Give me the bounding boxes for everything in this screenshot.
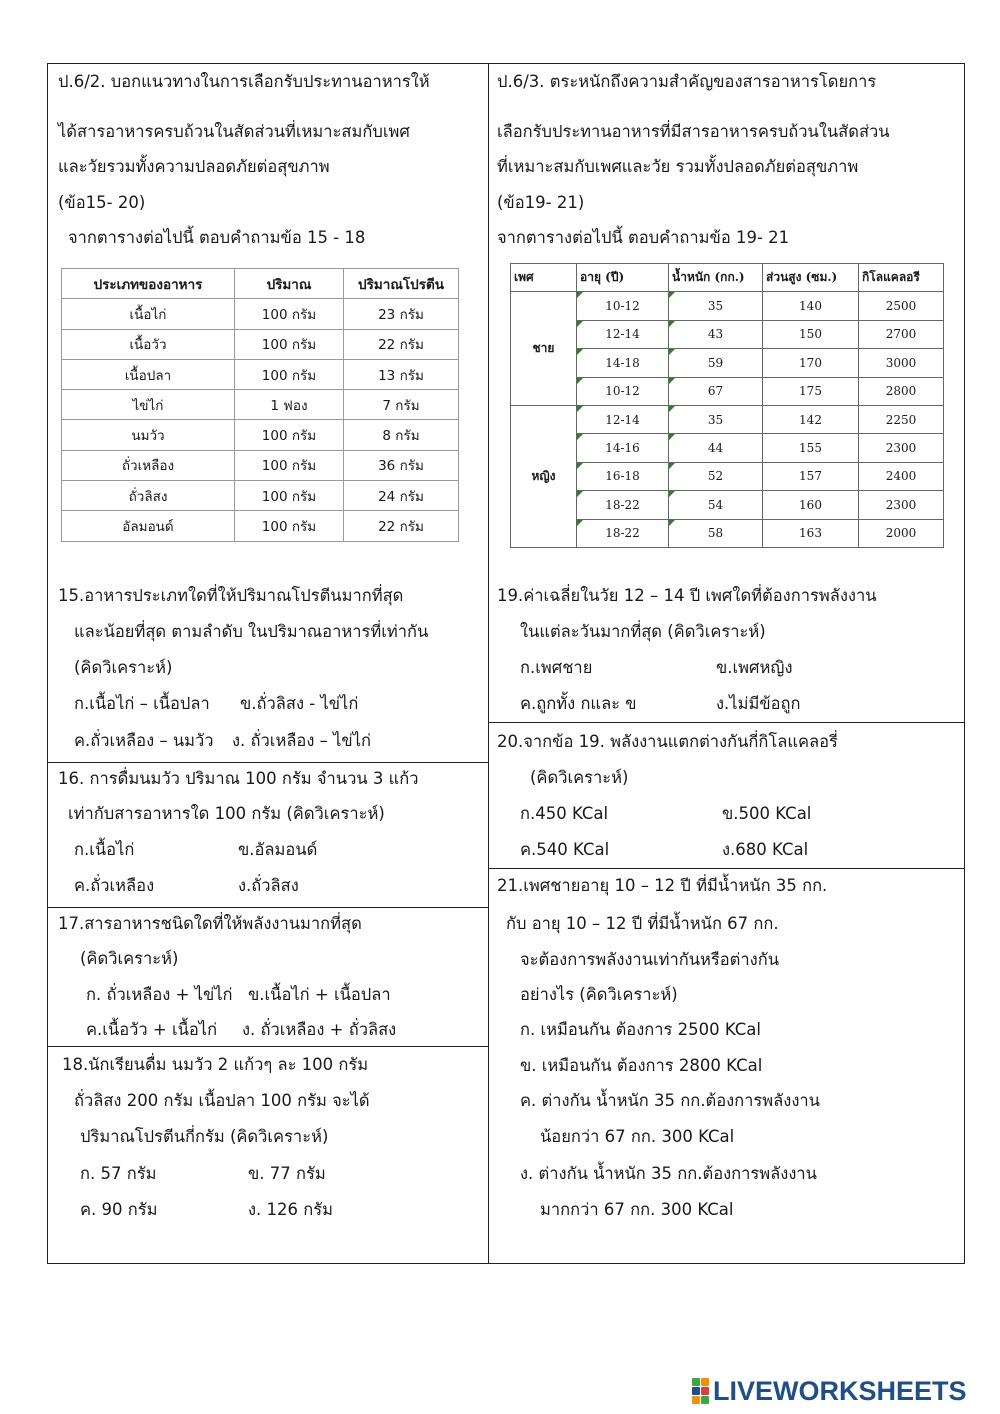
right-header-line: จากตารางต่อไปนี้ ตอบคำถามข้อ 19- 21 (497, 228, 790, 247)
table-header-cell: เพศ (511, 264, 577, 292)
sex-label-female: หญิง (511, 405, 577, 547)
table-cell: 100 กรัม (235, 420, 344, 450)
table-cell: 100 กรัม (235, 450, 344, 480)
energy-table (510, 263, 944, 548)
table-cell: 10-12 (577, 292, 669, 320)
q17-stem: 17.สารอาหารชนิดใดที่ให้พลังงานมากที่สุด (58, 914, 362, 933)
column-divider (488, 63, 489, 1264)
table-cell: 16-18 (577, 462, 669, 490)
q20-stem: 20.จากข้อ 19. พลังงานแตกต่างกันกี่กิโลแคลอรี่ (497, 732, 838, 751)
table-cell: 8 กรัม (344, 420, 459, 450)
q17-choice-a[interactable]: ก. ถั่วเหลือง + ไข่ไก่ (86, 985, 233, 1004)
table-cell: ไข่ไก่ (62, 390, 235, 420)
q15-choice-a[interactable]: ก.เนื้อไก่ – เนื้อปลา (74, 694, 210, 713)
table-row (62, 390, 459, 420)
table-cell: 54 (669, 491, 763, 519)
right-header-line: ที่เหมาะสมกับเพศและวัย รวมทั้งปลอดภัยต่อสุขภาพ (497, 157, 859, 176)
q18-stem: ถั่วลิสง 200 กรัม เนื้อปลา 100 กรัม จะได้ (74, 1091, 370, 1110)
table-cell: ถั่วเหลือง (62, 450, 235, 480)
table-cell: 7 กรัม (344, 390, 459, 420)
table-cell: 100 กรัม (235, 481, 344, 511)
protein-table (61, 268, 459, 542)
table-cell: 24 กรัม (344, 481, 459, 511)
table-cell: 2250 (859, 405, 944, 433)
table-cell: 10-12 (577, 377, 669, 405)
table-cell: 22 กรัม (344, 329, 459, 359)
table-cell: 100 กรัม (235, 329, 344, 359)
table-cell: 150 (763, 320, 859, 348)
table-cell: 36 กรัม (344, 450, 459, 480)
table-cell: 155 (763, 434, 859, 462)
q21-choice-d-cont: มากกว่า 67 กก. 300 KCal (540, 1200, 734, 1219)
table-cell: 43 (669, 320, 763, 348)
table-cell: 3000 (859, 349, 944, 377)
q15-choice-b[interactable]: ข.ถั่วลิสง - ไข่ไก่ (240, 694, 359, 713)
q15-stem: และน้อยที่สุด ตามลำดับ ในปริมาณอาหารที่เท่ากัน (74, 622, 429, 641)
q19-stem: 19.ค่าเฉลี่ยในวัย 12 – 14 ปี เพศใดที่ต้องการพลังงาน (497, 586, 877, 605)
table-cell: 175 (763, 377, 859, 405)
table-cell: เนื้อไก่ (62, 299, 235, 329)
q19-choice-a[interactable]: ก.เพศชาย (520, 658, 593, 677)
table-header-cell: ปริมาณ (235, 269, 344, 299)
q15-choice-c[interactable]: ค.ถั่วเหลือง – นมวัว (74, 731, 214, 750)
table-cell: 14-16 (577, 434, 669, 462)
left-header-line: และวัยรวมทั้งความปลอดภัยต่อสุขภาพ (58, 157, 330, 176)
q16-choice-c[interactable]: ค.ถั่วเหลือง (74, 876, 155, 895)
table-cell: 18-22 (577, 519, 669, 547)
q21-stem: 21.เพศชายอายุ 10 – 12 ปี ที่มีน้ำหนัก 35 กก. (497, 876, 828, 895)
q21-choice-d[interactable]: ง. ต่างกัน น้ำหนัก 35 กก.ต้องการพลังงาน (520, 1164, 817, 1183)
table-header-cell: ปริมาณโปรตีน (344, 269, 459, 299)
table-cell: 22 กรัม (344, 511, 459, 541)
q15-stem: (คิดวิเคราะห์) (74, 658, 173, 677)
table-cell: 12-14 (577, 320, 669, 348)
table-cell: เนื้อวัว (62, 329, 235, 359)
q21-stem: จะต้องการพลังงานเท่ากันหรือต่างกัน (520, 950, 779, 969)
table-cell: 35 (669, 405, 763, 433)
table-cell: 163 (763, 519, 859, 547)
table-header-row (62, 269, 459, 299)
table-row (62, 299, 459, 329)
logo-blocks-icon (692, 1378, 709, 1404)
table-header-cell: อายุ (ปี) (577, 264, 669, 292)
q20-choice-a[interactable]: ก.450 KCal (520, 804, 609, 823)
table-cell: 67 (669, 377, 763, 405)
table-cell: 2500 (859, 292, 944, 320)
table-cell: 2000 (859, 519, 944, 547)
q17-choice-b[interactable]: ข.เนื้อไก่ + เนื้อปลา (248, 985, 391, 1004)
table-cell: นมวัว (62, 420, 235, 450)
divider-q17-q18 (47, 1046, 488, 1047)
q21-choice-b[interactable]: ข. เหมือนกัน ต้องการ 2800 KCal (520, 1056, 763, 1075)
q18-stem: ปริมาณโปรตีนกี่กรัม (คิดวิเคราะห์) (80, 1127, 329, 1146)
q17-choice-d[interactable]: ง. ถั่วเหลือง + ถั่วลิสง (242, 1020, 397, 1039)
table-header-cell: น้ำหนัก (กก.) (669, 264, 763, 292)
q21-choice-c-cont: น้อยกว่า 67 กก. 300 KCal (540, 1127, 735, 1146)
q20-choice-d[interactable]: ง.680 KCal (722, 840, 809, 859)
table-cell: 157 (763, 462, 859, 490)
table-cell: 2300 (859, 491, 944, 519)
table-cell: 160 (763, 491, 859, 519)
table-cell: อัลมอนด์ (62, 511, 235, 541)
logo-text: LIVEWORKSHEETS (713, 1375, 967, 1406)
table-cell: 35 (669, 292, 763, 320)
table-cell: 100 กรัม (235, 511, 344, 541)
table-cell: 44 (669, 434, 763, 462)
table-row (62, 481, 459, 511)
q15-stem: 15.อาหารประเภทใดที่ให้ปริมาณโปรตีนมากที่สุด (58, 586, 404, 605)
right-header-line: เลือกรับประทานอาหารที่มีสารอาหารครบถ้วนในสัดส่วน (497, 122, 890, 141)
right-header-line: (ข้อ19- 21) (497, 193, 585, 212)
table-cell: ถั่วลิสง (62, 481, 235, 511)
table-cell: 2300 (859, 434, 944, 462)
table-cell: 23 กรัม (344, 299, 459, 329)
table-cell: 2400 (859, 462, 944, 490)
table-cell: 142 (763, 405, 859, 433)
q16-choice-a[interactable]: ก.เนื้อไก่ (74, 840, 135, 859)
table-cell: 1 ฟอง (235, 390, 344, 420)
divider-q16-q17 (47, 907, 488, 908)
right-header-line: ป.6/3. ตระหนักถึงความสำคัญของสารอาหารโดยการ (497, 72, 877, 91)
table-row (62, 450, 459, 480)
table-cell: 59 (669, 349, 763, 377)
table-header-cell: กิโลแคลอรี (859, 264, 944, 292)
table-cell: 170 (763, 349, 859, 377)
table-cell: 2800 (859, 377, 944, 405)
table-row (62, 329, 459, 359)
table-cell: 18-22 (577, 491, 669, 519)
table-cell: 100 กรัม (235, 299, 344, 329)
q17-stem: (คิดวิเคราะห์) (80, 949, 179, 968)
table-cell: 100 กรัม (235, 359, 344, 389)
table-cell: 2700 (859, 320, 944, 348)
q16-stem: เท่ากับสารอาหารใด 100 กรัม (คิดวิเคราะห์) (68, 804, 385, 823)
table-header-row (511, 264, 944, 292)
table-row (62, 359, 459, 389)
divider-q19-q20 (488, 722, 965, 723)
table-cell: 58 (669, 519, 763, 547)
q15-choice-d[interactable]: ง. ถั่วเหลือง – ไข่ไก่ (232, 731, 372, 750)
q18-choice-d[interactable]: ง. 126 กรัม (248, 1200, 334, 1219)
table-row (62, 511, 459, 541)
q21-stem: กับ อายุ 10 – 12 ปี ที่มีน้ำหนัก 67 กก. (506, 914, 779, 933)
left-header-line: จากตารางต่อไปนี้ ตอบคำถามข้อ 15 - 18 (68, 228, 366, 247)
q21-choice-c[interactable]: ค. ต่างกัน น้ำหนัก 35 กก.ต้องการพลังงาน (520, 1091, 820, 1110)
left-header-line: (ข้อ15- 20) (58, 193, 146, 212)
table-header-cell: ประเภทของอาหาร (62, 269, 235, 299)
q18-choice-b[interactable]: ข. 77 กรัม (248, 1164, 326, 1183)
table-cell: 12-14 (577, 405, 669, 433)
table-cell: เนื้อปลา (62, 359, 235, 389)
q19-choice-d[interactable]: ง.ไม่มีข้อถูก (716, 694, 801, 713)
sex-label-male: ชาย (511, 292, 577, 406)
q17-choice-c[interactable]: ค.เนื้อวัว + เนื้อไก่ (86, 1020, 218, 1039)
table-row (511, 292, 944, 320)
liveworksheets-logo (692, 1376, 967, 1406)
q21-choice-a[interactable]: ก. เหมือนกัน ต้องการ 2500 KCal (520, 1020, 761, 1039)
q18-stem: 18.นักเรียนดื่ม นมวัว 2 แก้วๆ ละ 100 กรัม (62, 1055, 369, 1074)
q19-choice-b[interactable]: ข.เพศหญิง (716, 658, 793, 677)
left-header-line: ป.6/2. บอกแนวทางในการเลือกรับประทานอาหารให้ (58, 72, 430, 91)
q19-choice-c[interactable]: ค.ถูกทั้ง กและ ข (520, 694, 637, 713)
table-header-cell: ส่วนสูง (ซม.) (763, 264, 859, 292)
q18-choice-c[interactable]: ค. 90 กรัม (80, 1200, 158, 1219)
q16-choice-d[interactable]: ง.ถั่วลิสง (238, 876, 299, 895)
q20-choice-b[interactable]: ข.500 KCal (722, 804, 812, 823)
q21-stem: อย่างไร (คิดวิเคราะห์) (520, 985, 678, 1004)
divider-q20-q21 (488, 868, 965, 869)
q19-stem: ในแต่ละวันมากที่สุด (คิดวิเคราะห์) (520, 622, 766, 641)
table-cell: 13 กรัม (344, 359, 459, 389)
table-cell: 52 (669, 462, 763, 490)
table-row (511, 405, 944, 433)
divider-q15-q16 (47, 762, 488, 763)
table-cell: 140 (763, 292, 859, 320)
q18-choice-a[interactable]: ก. 57 กรัม (80, 1164, 157, 1183)
table-cell: 14-18 (577, 349, 669, 377)
q16-stem: 16. การดื่มนมวัว ปริมาณ 100 กรัม จำนวน 3 แก้ว (58, 769, 419, 788)
left-header-line: ได้สารอาหารครบถ้วนในสัดส่วนที่เหมาะสมกับเพศ (58, 122, 410, 141)
q16-choice-b[interactable]: ข.อัลมอนด์ (238, 840, 318, 859)
table-row (62, 420, 459, 450)
q20-stem: (คิดวิเคราะห์) (530, 768, 629, 787)
q20-choice-c[interactable]: ค.540 KCal (520, 840, 610, 859)
